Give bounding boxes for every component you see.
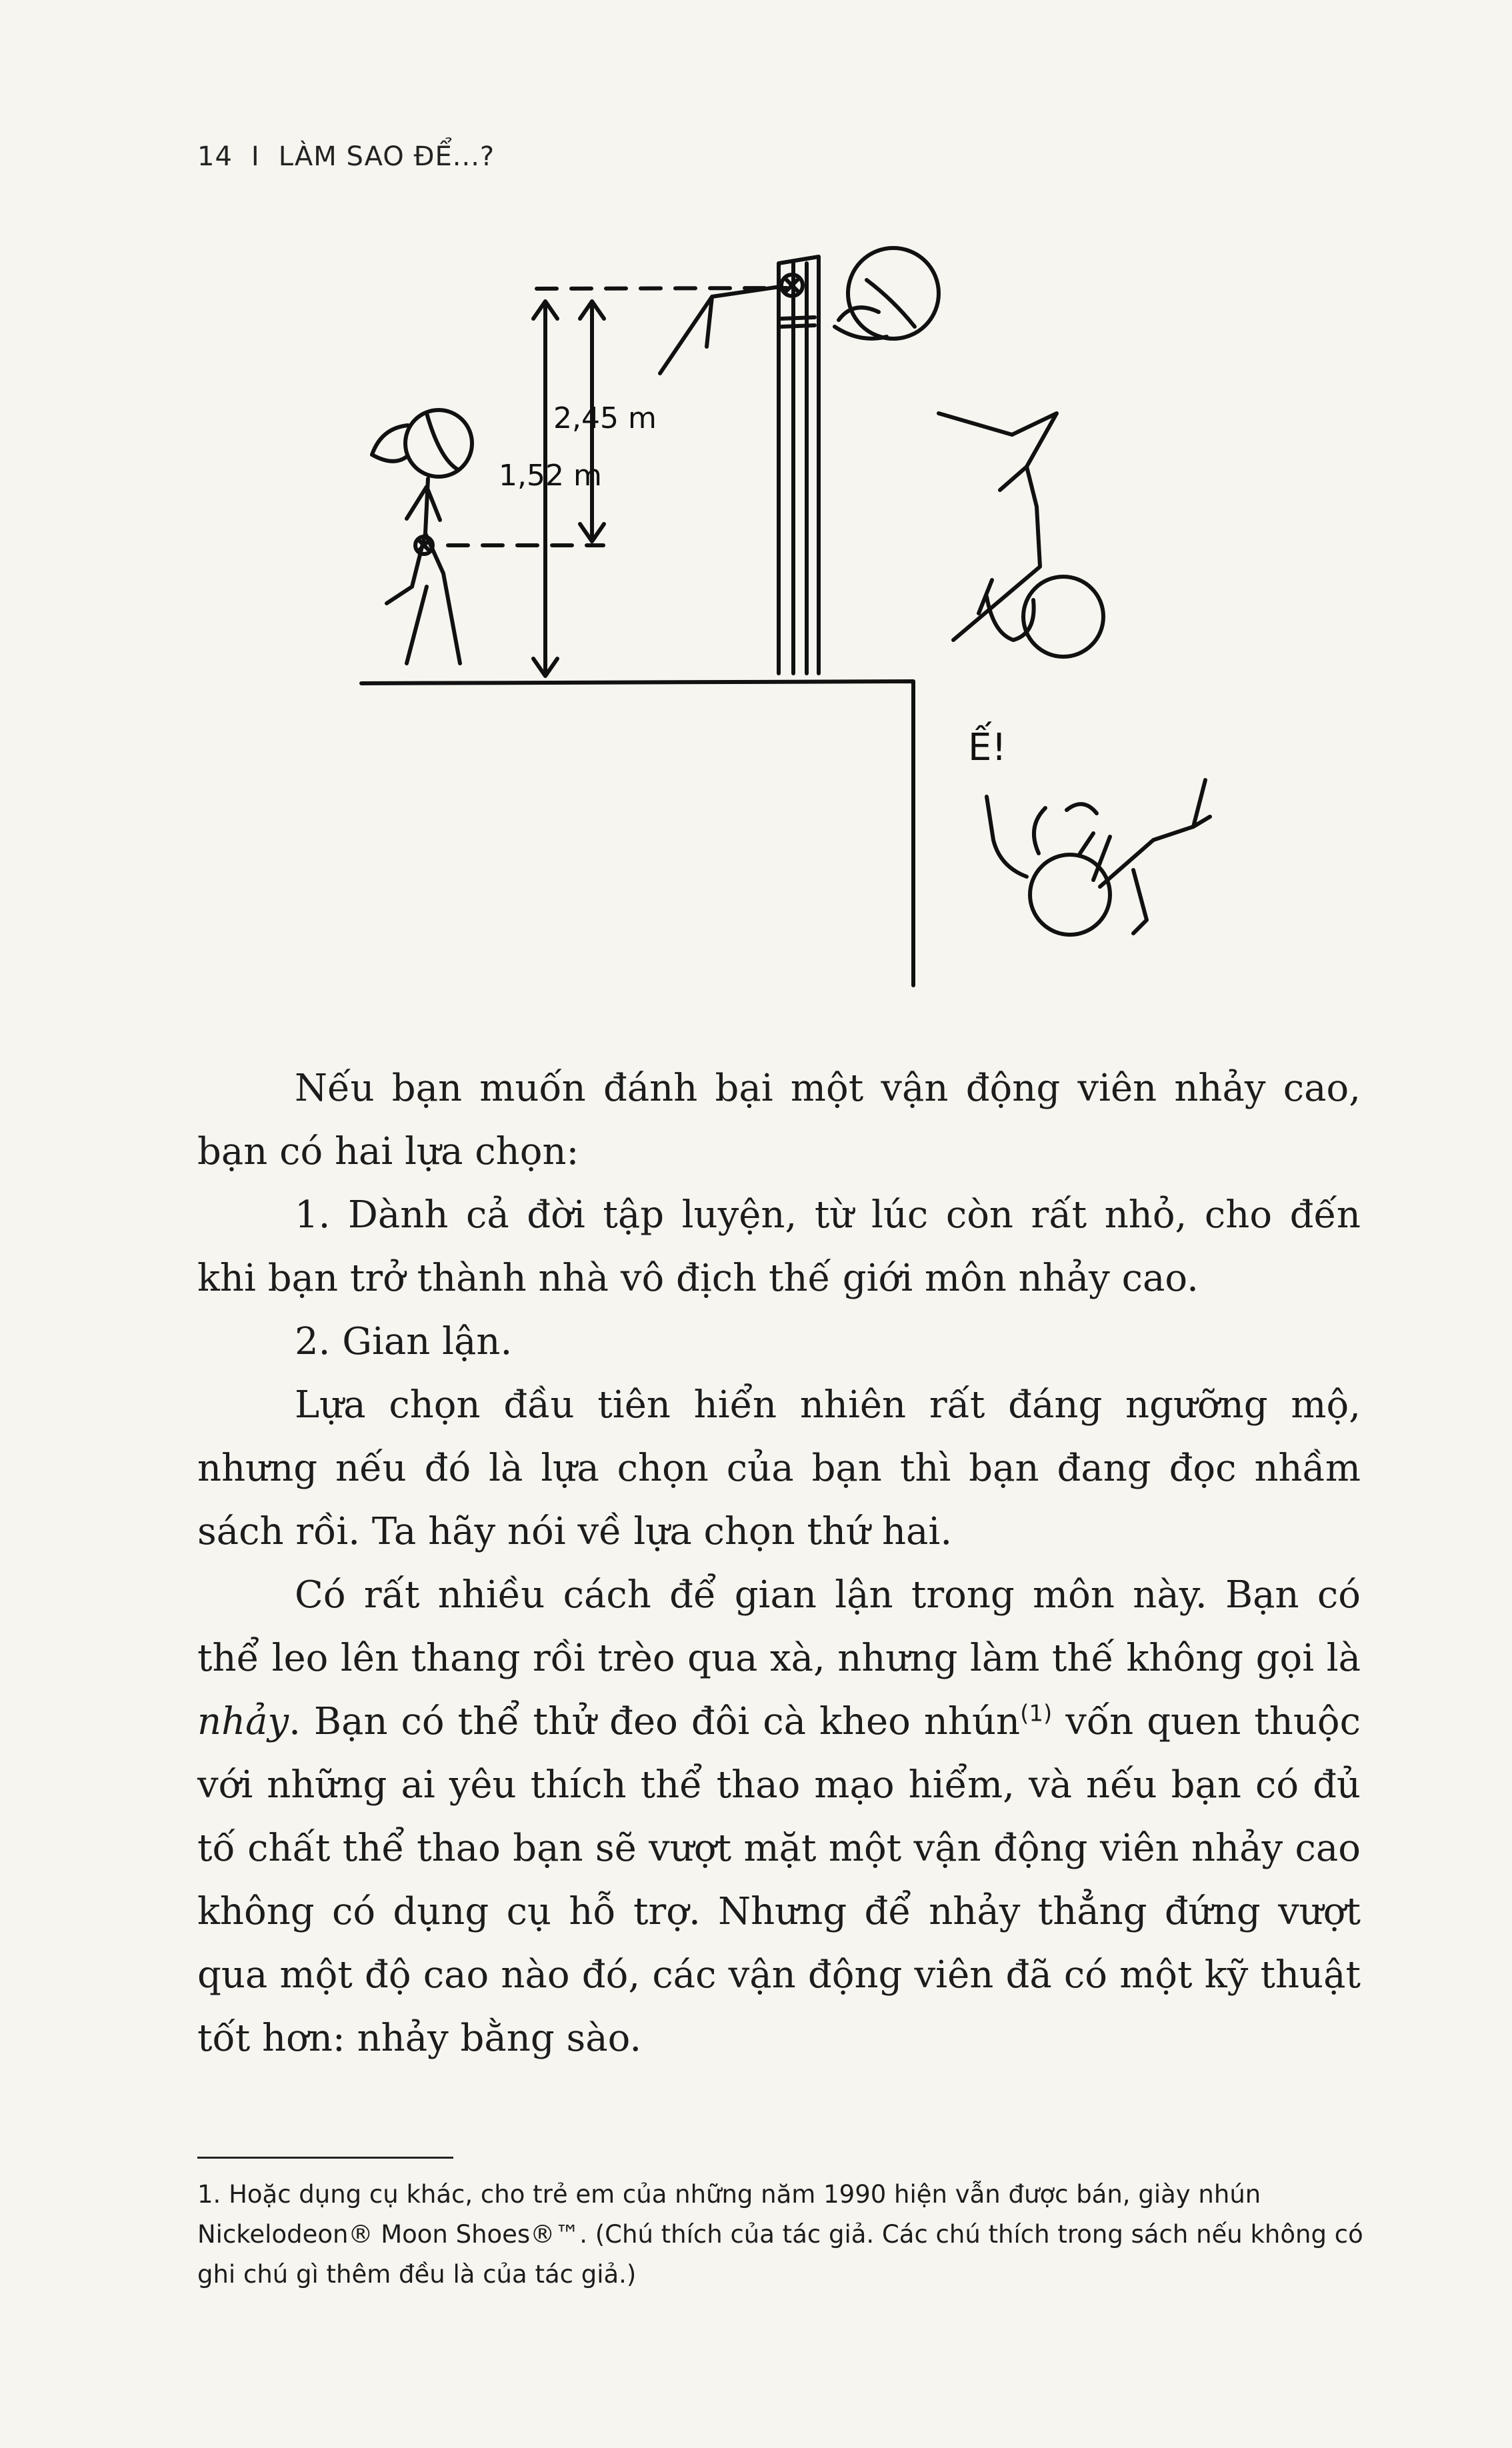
paragraph-4: Lựa chọn đầu tiên hiển nhiên rất đáng ngưỡng mộ, nhưng nếu đó là lựa chọn của bạn thì bạn đang đọc nhầm sách rồi. Ta hãy nói về lựa chọn thứ hai. <box>197 1383 1361 1553</box>
jump-stand <box>779 257 819 673</box>
falling-legs <box>939 413 1057 640</box>
paragraph-5-part-a: Có rất nhiều cách để gian lận trong môn này. Bạn có thể leo lên thang rồi trèo qua xà, nhưng làm thế không gọi là <box>197 1573 1361 1680</box>
running-head-separator: I <box>251 141 260 172</box>
paragraph-5-part-c: vốn quen thuộc với những ai yêu thích thể thao mạo hiểm, và nếu bạn có đủ tố chất thể thao bạn sẽ vượt mặt một vận động viên nhảy cao không có dụng cụ hỗ trợ. Nhưng để nhảy thẳng đứng vượt qua một độ cao nào đó, các vận động viên đã có một kỹ thuật tốt hơn: nhảy bằng sào. <box>197 1700 1361 2060</box>
footnote <box>197 2175 1364 2295</box>
footnote-text: 1. Hoặc dụng cụ khác, cho trẻ em của những năm 1990 hiện vẫn được bán, giày nhún Nickelodeon® Moon Shoes®™. (Chú thích của tác giả. Các chú thích trong sách nếu không có ghi chú gì thêm đều là của tác giả.) <box>197 2180 1363 2289</box>
exclamation-label: Ế! <box>968 726 1007 769</box>
woman-body <box>387 479 460 663</box>
bar-height-label: 2,45 m <box>553 401 657 435</box>
jumper-head-top <box>848 248 939 339</box>
jumper-arms <box>660 287 780 373</box>
paragraph-1: Nếu bạn muốn đánh bại một vận động viên nhảy cao, bạn có hai lựa chọn: <box>197 1067 1361 1173</box>
body-text <box>197 1057 1361 2070</box>
ground-line <box>361 681 913 985</box>
falling-head <box>1023 577 1103 657</box>
paragraph-2: 1. Dành cả đời tập luyện, từ lúc còn rất nhỏ, cho đến khi bạn trở thành nhà vô địch thế giới môn nhảy cao. <box>197 1193 1361 1300</box>
book-title: LÀM SAO ĐỂ...? <box>278 141 495 172</box>
paragraph-3: 2. Gian lận. <box>295 1320 513 1363</box>
footnote-divider <box>197 2157 453 2159</box>
emphasis-word: nhảy <box>197 1700 289 1743</box>
high-jump-illustration <box>0 0 1512 1013</box>
bar-height-dashed-line <box>537 288 787 289</box>
paragraph-5 <box>197 1563 1361 2070</box>
paragraph-5-part-b: . Bạn có thể thử đeo đôi cà kheo nhún <box>289 1700 1021 1743</box>
footnote-reference[interactable]: (1) <box>1020 1700 1053 1727</box>
page-number: 14 <box>197 141 233 172</box>
person-height-label: 1,52 m <box>499 459 602 493</box>
